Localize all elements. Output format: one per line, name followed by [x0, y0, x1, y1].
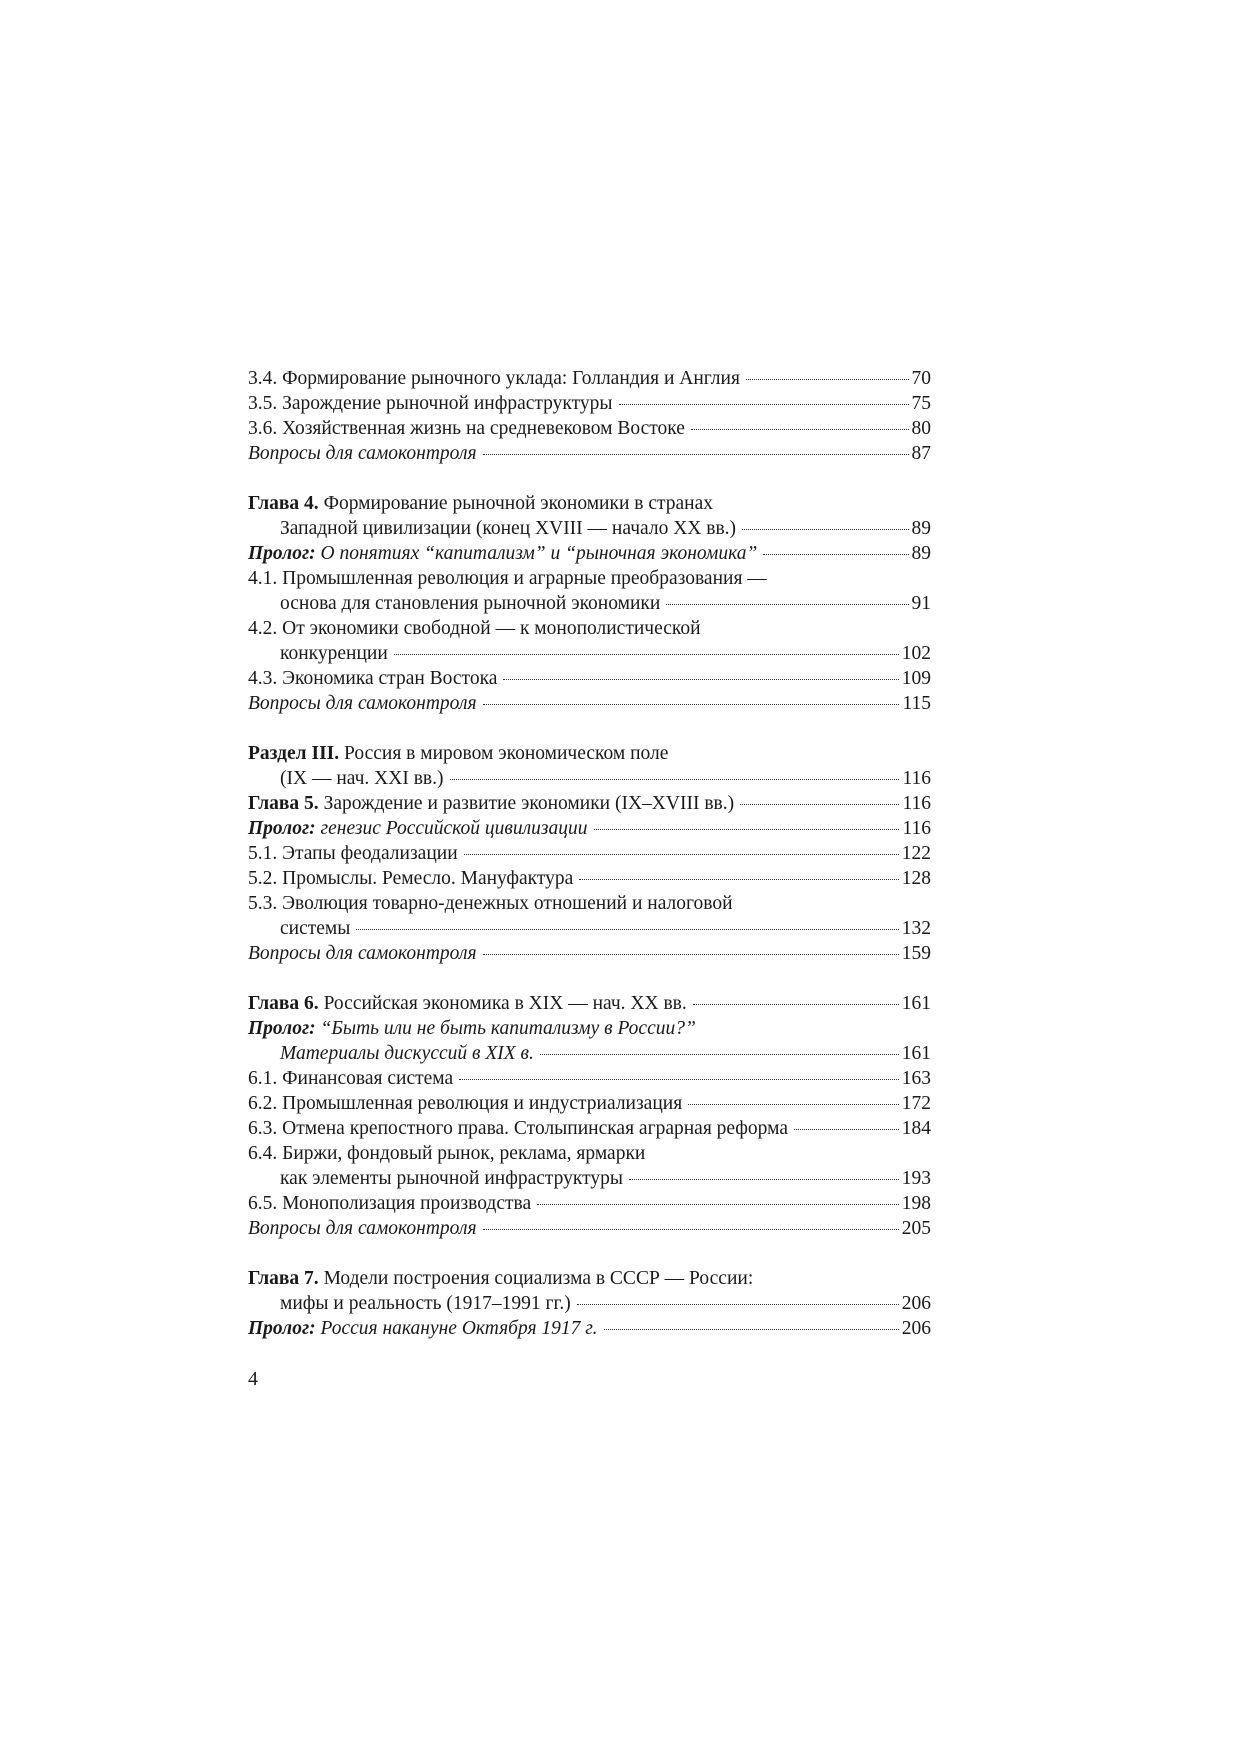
toc-entry-title: системы: [280, 918, 351, 939]
toc-entry-title: генезис Российской цивилизации: [315, 818, 588, 839]
toc-entry-title: 6.2. Промышленная революция и индустриализация: [248, 1093, 683, 1114]
toc-entry[interactable]: [248, 666, 931, 691]
toc-entry-title: Вопросы для самоконтроля: [248, 443, 477, 464]
toc-page-number: 116: [902, 768, 931, 789]
toc-entry[interactable]: [248, 566, 931, 591]
toc-entry-part[interactable]: [248, 741, 931, 766]
toc-entry[interactable]: [248, 366, 931, 391]
dot-leader: [394, 654, 899, 655]
toc-page-number: 89: [911, 518, 931, 539]
toc-entry[interactable]: [248, 1116, 931, 1141]
table-of-contents: [248, 366, 931, 1341]
toc-entry-continuation[interactable]: [248, 1166, 931, 1191]
toc-page-number: 198: [901, 1193, 931, 1214]
toc-entry-title: Вопросы для самоконтроля: [248, 943, 477, 964]
toc-entry-title: “Быть или не быть капитализму в России?”: [315, 1018, 696, 1039]
chapter-label: Глава 7.: [248, 1268, 319, 1289]
toc-entry[interactable]: [248, 391, 931, 416]
toc-entry-prologue[interactable]: [248, 816, 931, 841]
toc-entry-title: 5.1. Этапы феодализации: [248, 843, 458, 864]
dot-leader: [740, 804, 899, 805]
dot-leader: [356, 929, 898, 930]
toc-entry-continuation[interactable]: [248, 641, 931, 666]
section-spacer: [248, 1241, 931, 1266]
toc-page-number: 128: [901, 868, 931, 889]
toc-entry[interactable]: [248, 1191, 931, 1216]
dot-leader: [483, 704, 900, 705]
dot-leader: [503, 679, 898, 680]
toc-entry-title: Зарождение и развитие экономики (IX–XVIII вв.): [318, 793, 735, 814]
part-label: Раздел III.: [248, 743, 340, 764]
toc-entry[interactable]: [248, 616, 931, 641]
toc-entry-questions[interactable]: [248, 691, 931, 716]
dot-leader: [459, 1079, 899, 1080]
dot-leader: [742, 529, 908, 530]
toc-entry-chapter[interactable]: [248, 491, 931, 516]
toc-entry-prologue[interactable]: [248, 1316, 931, 1341]
toc-entry-prologue[interactable]: [248, 541, 931, 566]
toc-entry-title: мифы и реальность (1917–1991 гг.): [280, 1293, 571, 1314]
toc-page-number: 116: [902, 793, 931, 814]
toc-entry[interactable]: [248, 891, 931, 916]
toc-entry-title: как элементы рыночной инфраструктуры: [280, 1168, 624, 1189]
dot-leader: [450, 779, 900, 780]
toc-entry-title: 3.6. Хозяйственная жизнь на средневековом Востоке: [248, 418, 685, 439]
dot-leader: [693, 1004, 899, 1005]
prologue-label: Пролог:: [248, 1318, 316, 1339]
dot-leader: [691, 429, 909, 430]
toc-page-number: 132: [901, 918, 931, 939]
toc-entry-continuation[interactable]: [248, 591, 931, 616]
toc-entry-title: Вопросы для самоконтроля: [248, 693, 477, 714]
toc-page-number: 80: [911, 418, 931, 439]
toc-entry-chapter[interactable]: [248, 791, 931, 816]
toc-entry-title: Россия накануне Октября 1917 г.: [315, 1318, 598, 1339]
toc-entry-title: Формирование рыночной экономики в странах: [318, 493, 714, 514]
toc-entry-continuation[interactable]: [248, 766, 931, 791]
toc-entry-title: 4.3. Экономика стран Востока: [248, 668, 498, 689]
toc-page-number: 115: [902, 693, 931, 714]
toc-entry-title: 3.5. Зарождение рыночной инфраструктуры: [248, 393, 613, 414]
prologue-label: Пролог:: [248, 1018, 316, 1039]
prologue-label: Пролог:: [248, 818, 316, 839]
toc-entry-questions[interactable]: [248, 941, 931, 966]
toc-page-number: 116: [902, 818, 931, 839]
toc-page-number: 87: [911, 443, 931, 464]
toc-page-number: 122: [901, 843, 931, 864]
dot-leader: [794, 1129, 899, 1130]
toc-page-number: 205: [901, 1218, 931, 1239]
toc-entry-title: О понятиях “капитализм” и “рыночная экономика”: [315, 543, 758, 564]
toc-entry-title: 5.3. Эволюция товарно-денежных отношений и налоговой: [248, 893, 733, 914]
toc-page-number: 102: [901, 643, 931, 664]
toc-entry[interactable]: [248, 1141, 931, 1166]
dot-leader: [537, 1204, 899, 1205]
dot-leader: [464, 854, 899, 855]
toc-entry-title: Западной цивилизации (конец XVIII — начало XX вв.): [280, 518, 737, 539]
toc-entry-continuation[interactable]: [248, 916, 931, 941]
toc-entry-title: Модели построения социализма в СССР — России:: [318, 1268, 754, 1289]
toc-page-number: 206: [901, 1318, 931, 1339]
toc-page-number: 91: [911, 593, 931, 614]
toc-entry-title: 4.2. От экономики свободной — к монополистической: [248, 618, 701, 639]
toc-page-number: 109: [901, 668, 931, 689]
dot-leader: [483, 954, 899, 955]
toc-page-number: 70: [911, 368, 931, 389]
chapter-label: Глава 6.: [248, 993, 319, 1014]
chapter-label: Глава 5.: [248, 793, 319, 814]
toc-entry[interactable]: [248, 416, 931, 441]
dot-leader: [577, 1304, 899, 1305]
toc-page-number: 184: [901, 1118, 931, 1139]
toc-entry-prologue[interactable]: [248, 1016, 931, 1041]
toc-entry-title: 6.4. Биржи, фондовый рынок, реклама, ярмарки: [248, 1143, 646, 1164]
dot-leader: [579, 879, 899, 880]
page-number: 4: [248, 1368, 258, 1390]
toc-entry-title: 6.5. Монополизация производства: [248, 1193, 532, 1214]
dot-leader: [619, 404, 909, 405]
toc-entry-title: Россия в мировом экономическом поле: [339, 743, 669, 764]
dot-leader: [688, 1104, 899, 1105]
toc-entry[interactable]: [248, 841, 931, 866]
toc-page-number: 193: [901, 1168, 931, 1189]
toc-page-number: 161: [901, 993, 931, 1014]
toc-entry-title: основа для становления рыночной экономики: [280, 593, 661, 614]
dot-leader: [540, 1054, 899, 1055]
toc-entry-chapter[interactable]: [248, 1266, 931, 1291]
prologue-label: Пролог:: [248, 543, 316, 564]
toc-entry-title: Материалы дискуссий в XIX в.: [280, 1043, 534, 1064]
toc-entry-title: Вопросы для самоконтроля: [248, 1218, 477, 1239]
toc-page-number: 89: [911, 543, 931, 564]
toc-entry-title: 6.1. Финансовая система: [248, 1068, 454, 1089]
toc-entry-title: (IX — нач. XXI вв.): [280, 768, 444, 789]
chapter-label: Глава 4.: [248, 493, 319, 514]
dot-leader: [483, 454, 909, 455]
toc-entry-questions[interactable]: [248, 1216, 931, 1241]
toc-page-number: 75: [911, 393, 931, 414]
toc-entry[interactable]: [248, 1066, 931, 1091]
toc-entry-title: конкуренции: [280, 643, 388, 664]
dot-leader: [746, 379, 909, 380]
section-spacer: [248, 466, 931, 491]
toc-entry-title: Российская экономика в XIX — нач. XX вв.: [318, 993, 687, 1014]
toc-entry-continuation[interactable]: [248, 1291, 931, 1316]
dot-leader: [666, 604, 908, 605]
toc-entry-continuation[interactable]: [248, 516, 931, 541]
toc-entry-title: 3.4. Формирование рыночного уклада: Голландия и Англия: [248, 368, 740, 389]
toc-entry-chapter[interactable]: [248, 991, 931, 1016]
toc-page-number: 159: [901, 943, 931, 964]
toc-entry[interactable]: [248, 1091, 931, 1116]
toc-entry-questions[interactable]: [248, 441, 931, 466]
toc-entry-title: 6.3. Отмена крепостного права. Столыпинская аграрная реформа: [248, 1118, 789, 1139]
section-spacer: [248, 966, 931, 991]
dot-leader: [604, 1329, 899, 1330]
toc-page-number: 206: [901, 1293, 931, 1314]
dot-leader: [629, 1179, 899, 1180]
toc-entry-continuation[interactable]: [248, 1041, 931, 1066]
toc-page-number: 163: [901, 1068, 931, 1089]
section-spacer: [248, 716, 931, 741]
toc-page-number: 172: [901, 1093, 931, 1114]
dot-leader: [483, 1229, 899, 1230]
toc-entry-title: 5.2. Промыслы. Ремесло. Мануфактура: [248, 868, 574, 889]
toc-page-number: 161: [901, 1043, 931, 1064]
toc-entry-title: 4.1. Промышленная революция и аграрные преобразования —: [248, 568, 767, 589]
dot-leader: [594, 829, 900, 830]
dot-leader: [763, 554, 908, 555]
toc-entry[interactable]: [248, 866, 931, 891]
